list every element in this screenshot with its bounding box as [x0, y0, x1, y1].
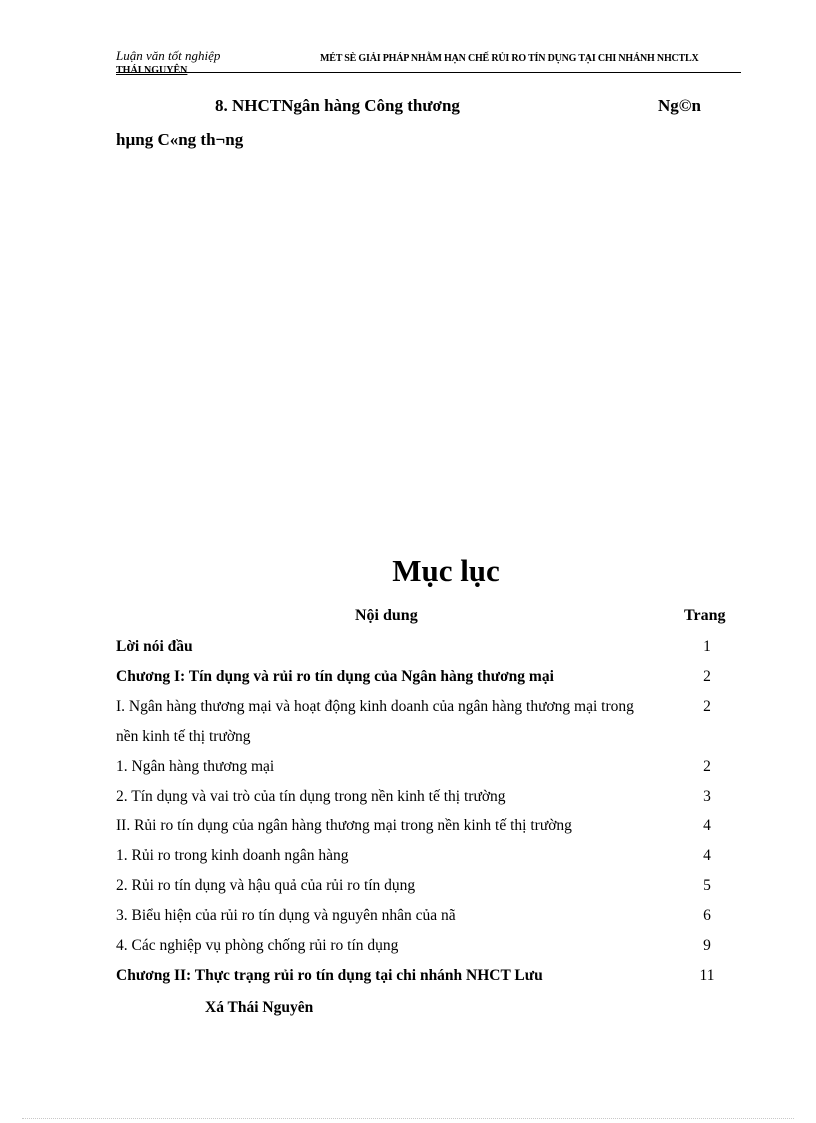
toc-row-page: 5 — [703, 877, 711, 894]
toc-row-text: 4. Các nghiệp vụ phòng chống rủi ro tín dụng — [116, 937, 399, 954]
toc-row-continuation: Xá Thái Nguyên — [205, 999, 314, 1016]
toc-row-text: II. Rủi ro tín dụng của ngân hàng thương mại trong nền kinh tế thị trường — [116, 817, 572, 834]
toc-row-page: 4 — [703, 817, 711, 834]
toc-row-page: 2 — [703, 758, 711, 775]
toc-row-text: 2. Tín dụng và vai trò của tín dụng trong nền kinh tế thị trường — [116, 788, 506, 805]
page-bottom-divider — [22, 1118, 794, 1119]
toc-row-text: 3. Biểu hiện của rủi ro tín dụng và nguyên nhân của nã — [116, 907, 456, 924]
header-location: THÁI NGUYÊN — [116, 65, 188, 76]
abbreviation-garbled-right: Ng©n — [658, 96, 701, 115]
toc-row-page: 11 — [699, 967, 715, 984]
abbreviation-garbled-line: hµng C«ng th¬ng — [116, 130, 244, 149]
toc-row-page: 9 — [703, 937, 711, 954]
toc-row-page: 1 — [703, 638, 711, 655]
toc-row-text: Lời nói đầu — [116, 638, 193, 655]
header-rule — [116, 72, 741, 73]
toc-column-page: Trang — [684, 607, 726, 624]
toc-row-text: Chương II: Thực trạng rủi ro tín dụng tại chi nhánh NHCT Lưu — [116, 967, 543, 984]
header-thesis-label: Luận văn tốt nghiệp — [116, 48, 221, 63]
toc-row-text: 1. Rủi ro trong kinh doanh ngân hàng — [116, 847, 349, 864]
toc-row-text: Chương I: Tín dụng và rủi ro tín dụng của Ngân hàng thương mại — [116, 668, 554, 685]
toc-row-text: 2. Rủi ro tín dụng và hậu quả của rủi ro tín dụng — [116, 877, 416, 894]
toc-row-page: 6 — [703, 907, 711, 924]
toc-row-page: 2 — [703, 698, 711, 715]
toc-row-page: 3 — [703, 788, 711, 805]
header-thesis-title: MÉT SÈ GIẢI PHÁP NHẰM HẠN CHẾ RỦI RO TÍN DỤNG TẠI CHI NHÁNH NHCTLX — [320, 53, 699, 64]
toc-row-text: 1. Ngân hàng thương mại — [116, 758, 275, 775]
toc-row-page: 4 — [703, 847, 711, 864]
toc-title: Mục lục — [392, 553, 500, 588]
toc-column-content: Nội dung — [355, 607, 418, 624]
toc-row-page: 2 — [703, 668, 711, 685]
toc-row-text: I. Ngân hàng thương mại và hoạt động kinh doanh của ngân hàng thương mại trong nền kinh tế thị trường — [116, 698, 634, 745]
abbreviation-entry: 8. NHCTNgân hàng Công thương — [215, 96, 460, 115]
